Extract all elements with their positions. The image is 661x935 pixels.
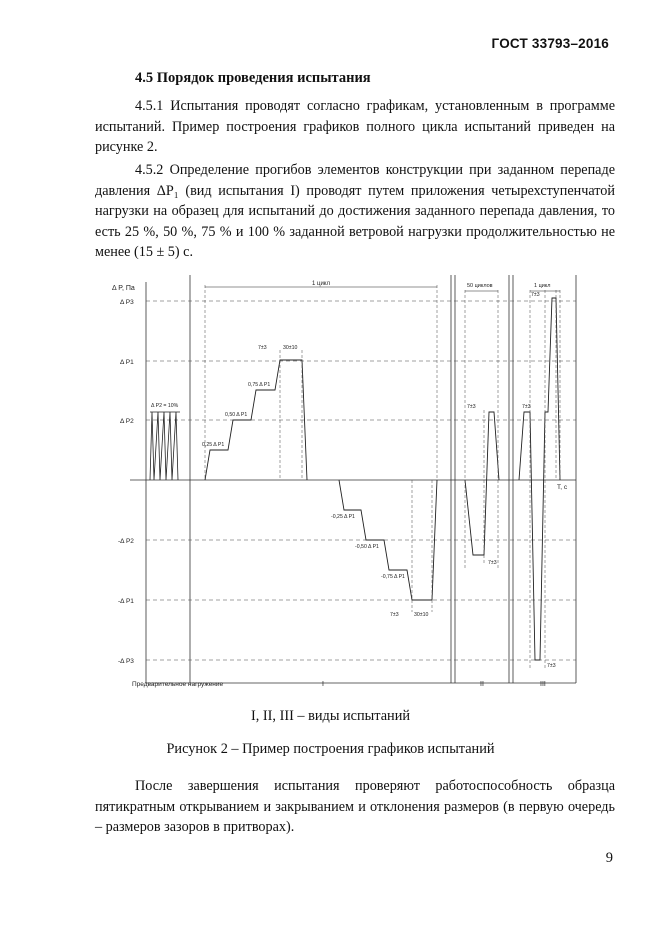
- cycle-annotation: 1 цикл: [312, 281, 330, 287]
- step-annotation: 0,25 Δ P1: [202, 442, 225, 448]
- section-label: II: [480, 681, 484, 688]
- section-label: III: [540, 681, 546, 688]
- paragraph-text: После завершения испытания проверяют работоспособность образца пятикратным открыванием и закрыванием и отклонения размеров (в первую очередь – размеров зазоров в притворах).: [95, 778, 615, 835]
- step-annotation: -0,75 Δ P1: [381, 574, 405, 580]
- section-title: 4.5 Порядок проведения испытания: [135, 70, 371, 86]
- hold-annotation: 30±10: [283, 345, 298, 351]
- y-tick: -Δ P3: [118, 658, 134, 665]
- hold-annotation: 7±3: [488, 560, 497, 566]
- paragraph-text: 4.5.1 Испытания проводят согласно графикам, установленным в программе испытаний. Пример построения графиков полного цикла испытаний приведен на рисунке 2.: [95, 98, 615, 155]
- paragraph-conclusion: [95, 776, 615, 838]
- y-tick: Δ P2: [120, 418, 134, 425]
- cycles-annotation: 50 циклов: [467, 283, 493, 289]
- hold-annotation: 7±3: [522, 404, 531, 410]
- figure-caption: Рисунок 2 – Пример построения графиков испытаний: [166, 741, 495, 757]
- test-2-curve: [465, 412, 499, 555]
- y-tick: Δ P1: [120, 359, 134, 366]
- hold-annotation: 7±3: [467, 404, 476, 410]
- step-annotation: 0,75 Δ P1: [248, 382, 271, 388]
- y-tick: Δ P3: [120, 299, 134, 306]
- y-tick: -Δ P1: [118, 598, 134, 605]
- hold-annotation: 7±3: [390, 612, 399, 618]
- step-annotation: -0,25 Δ P1: [331, 514, 355, 520]
- pre-load-annotation: Δ P2 = 10%: [151, 403, 179, 409]
- page-number: 9: [605, 850, 613, 866]
- step-annotation: 0,50 Δ P1: [225, 412, 248, 418]
- section-label: I: [322, 681, 324, 688]
- hold-annotation: 7±3: [258, 345, 267, 351]
- section-label: Предварительное нагружение: [132, 681, 224, 688]
- pre-load-curve: [150, 412, 180, 480]
- step-annotation: -0,50 Δ P1: [355, 544, 379, 550]
- paragraph-text: 4.5.2 Определение прогибов элементов конструкции при заданном перепаде давления ΔP₁ (вид испытания I) проводят путем приложения четырехступенчатой нагрузки на образец для испытаний до достижения заданного перепада давления, то есть 25 %, 50 %, 75 % и 100 % заданной ветровой нагрузки продолжительностью не менее (15 ± 5) с.: [95, 162, 615, 260]
- y-axis-label: Δ P, Па: [112, 285, 135, 292]
- figure-legend: I, II, III – виды испытаний: [251, 708, 410, 724]
- test-3-curve: [519, 298, 560, 660]
- cycle-annotation: 1 цикл: [534, 283, 551, 289]
- hold-annotation: 30±10: [414, 612, 429, 618]
- x-axis-label: T, c: [557, 484, 568, 491]
- y-tick: -Δ P2: [118, 538, 134, 545]
- hold-annotation: 7±3: [547, 663, 556, 669]
- hold-annotation: 7±3: [531, 292, 540, 298]
- standard-header: ГОСТ 33793–2016: [491, 36, 609, 51]
